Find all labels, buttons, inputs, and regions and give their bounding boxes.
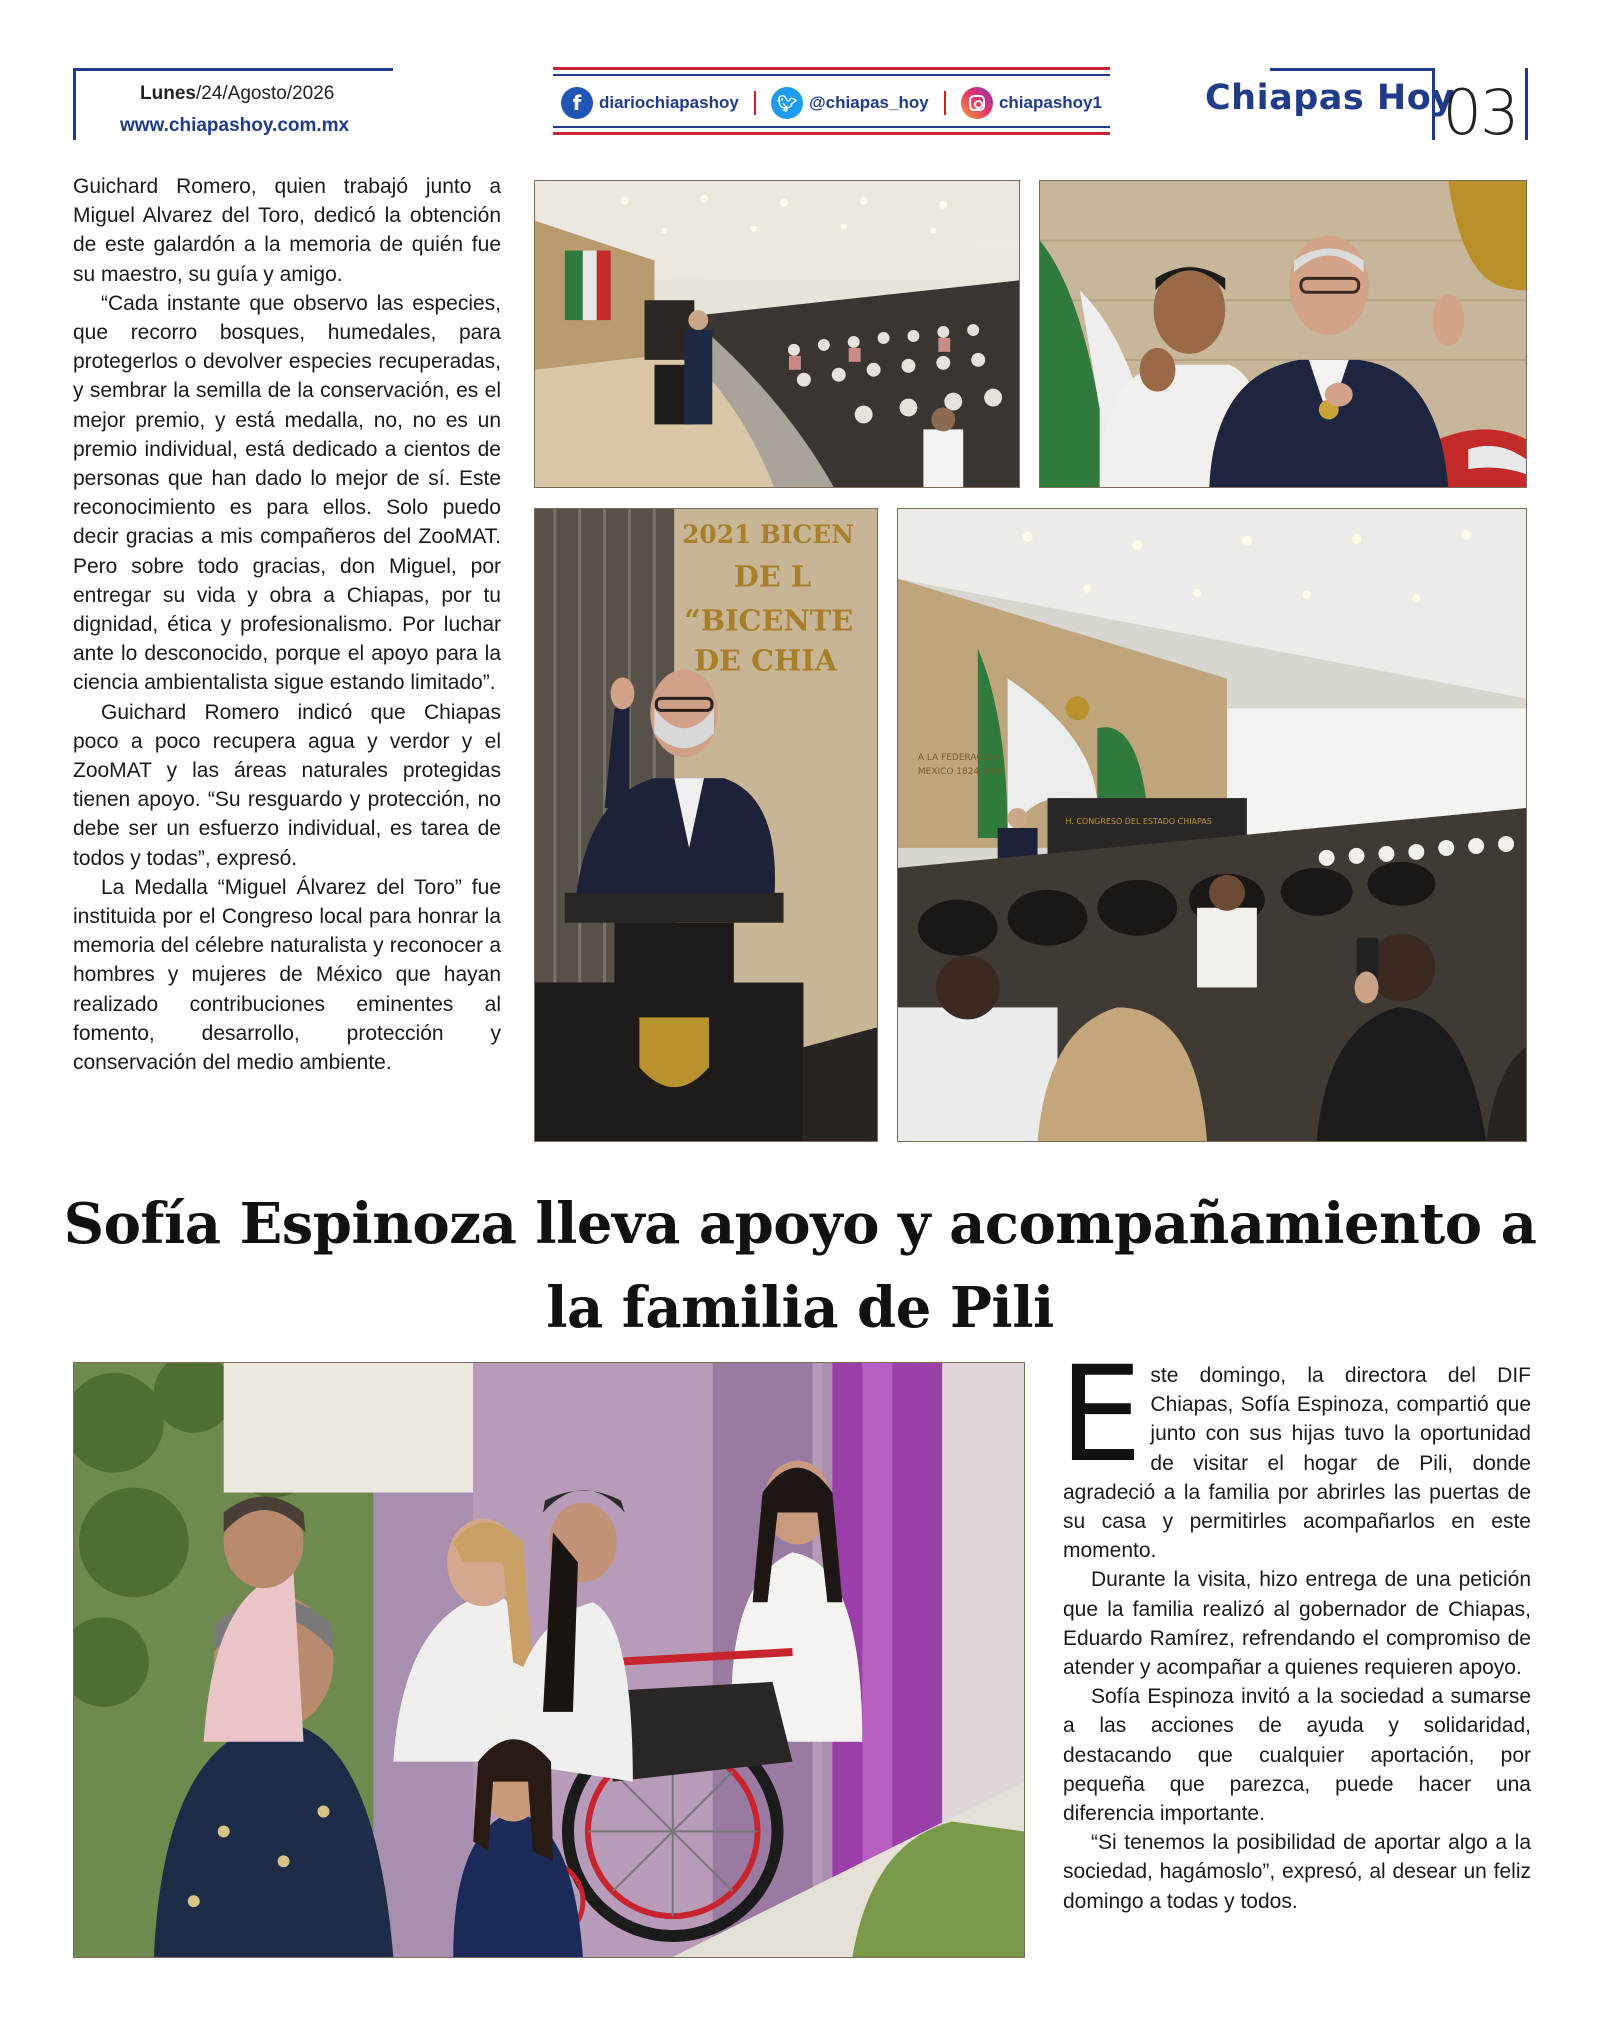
- congress-sign: H. CONGRESO DEL ESTADO CHIAPAS: [1065, 817, 1212, 827]
- article-headline: [60, 1182, 1540, 1350]
- photo-chamber-session: [534, 180, 1020, 488]
- social-twitter[interactable]: [771, 87, 929, 119]
- issue-day: Lunes: [140, 83, 196, 104]
- twitter-icon: 🐦︎: [771, 87, 803, 119]
- social-divider: [944, 91, 946, 115]
- photo-medal-recipient: [1039, 180, 1527, 488]
- bottom-paragraph-1: [1059, 1338, 1531, 1565]
- bottom-paragraph-3: Sofía Espinoza invitó a la sociedad a sumarse a las acciones de ayuda y solidaridad, destacando que cualquier aportación, por pequeña que parezca, puede hacer una diferencia importante.: [1063, 1685, 1531, 1826]
- headline-line-1: Sofía Espinoza lleva apoyo y acompañamiento a: [63, 1191, 1537, 1257]
- instagram-handle: chiapashoy1: [998, 93, 1102, 112]
- top-paragraph-1: Guichard Romero, quien trabajó junto a Miguel Alvarez del Toro, dedicó la obtención de este galardón a la memoria de quién fue su maestro, su guía y amigo.: [73, 175, 501, 286]
- top-paragraph-4: La Medalla “Miguel Álvarez del Toro” fue instituida por el Congreso local para honrar la memoria del célebre naturalista y reconocer a hombres y mujeres de México que hayan realizado contribuciones eminentes al fomento, desarrollo, protección y conservación del medio ambiente.: [73, 875, 501, 1075]
- facebook-handle: diariochiapashoy: [599, 93, 739, 112]
- twitter-handle: @chiapas_hoy: [809, 93, 929, 112]
- photo-speaker-podium: [534, 508, 878, 1142]
- top-paragraph-3: Guichard Romero indicó que Chiapas poco a poco recupera agua y verdor y el ZooMAT y las áreas naturales protegidas tienen apoyo. “Su resguardo y protección, no debe ser un esfuerzo individual, es tarea de todos y todas”, expresó.: [73, 700, 501, 870]
- facebook-icon: f: [561, 87, 593, 119]
- federation-text-line2: MEXICO 1824-2024: [917, 767, 1006, 778]
- header-date-box: [73, 68, 393, 140]
- brand-name: Chiapas Hoy: [1205, 78, 1455, 118]
- top-paragraph-2: “Cada instante que observo las especies, que recorro bosques, humedales, para protegerlos o devolver especies recuperadas, y sembrar la semilla de la conservación, es el mejor premio, y está medalla, no, no es un premio individual, está dedicado a cientos de personas que han dado lo mejor de sí. Este reconocimiento es para ellos. Solo puedo decir gracias a mis compañeros del ZooMAT. Pero sobre todo gracias, don Miguel, por entregar su vida y obra a Chiapas, por tu dignidad, ética y profesionalismo. Por luchar ante lo desconocido, porque el apoyo para la ciencia ambientalista sigue estando limitado”.: [73, 291, 501, 695]
- photo-chamber-audience: [897, 508, 1527, 1142]
- federation-text-line1: A LA FEDERACION: [917, 753, 1000, 764]
- wall-text-line4: DE CHIA: [694, 643, 838, 678]
- headline-line-2: la familia de Pili: [546, 1275, 1054, 1341]
- wall-text-line1: 2021 BICEN: [682, 519, 854, 549]
- photo-wheelchair-delivery: [73, 1362, 1025, 1958]
- website-link[interactable]: www.chiapashoy.com.mx: [120, 115, 350, 136]
- wall-text-line3: “BICENTE: [684, 603, 854, 638]
- bottom-paragraph-2: Durante la visita, hizo entrega de una petición que la familia realizó al gobernador de Chiapas, Eduardo Ramírez, refrendando el compromiso de atender y acompañar a quienes requieren apoyo.: [1063, 1568, 1531, 1680]
- bottom-paragraph-4: “Si tenemos la posibilidad de aportar algo a la sociedad, hagámoslo”, expresó, al desear un feliz domingo a todas y todos.: [1063, 1831, 1531, 1913]
- social-instagram[interactable]: [961, 87, 1102, 119]
- page-number-box: [1432, 68, 1528, 149]
- social-facebook[interactable]: [561, 87, 739, 119]
- social-divider: [754, 91, 756, 115]
- drop-cap: E: [1059, 1338, 1143, 1492]
- issue-date: [140, 83, 334, 105]
- bottom-paragraph-1-text: ste domingo, la directora del DIF Chiapas, Sofía Espinoza, compartió que junto con sus hijas tuvo la oportunidad de visitar el hogar de Pili, donde agradeció a la familia por abrirles las puertas de su casa y permitirles acompañarlos en este momento.: [1063, 1364, 1531, 1563]
- wall-text-line2: DE L: [733, 559, 812, 594]
- brand-rule: [1270, 68, 1435, 71]
- bottom-article-column: [1059, 1338, 1531, 1916]
- page-number: 03: [1442, 76, 1518, 149]
- issue-date-rest: /24/Agosto/2026: [195, 83, 335, 104]
- top-article-column: [73, 172, 501, 1077]
- instagram-icon: [961, 87, 993, 119]
- social-bar: [553, 67, 1110, 135]
